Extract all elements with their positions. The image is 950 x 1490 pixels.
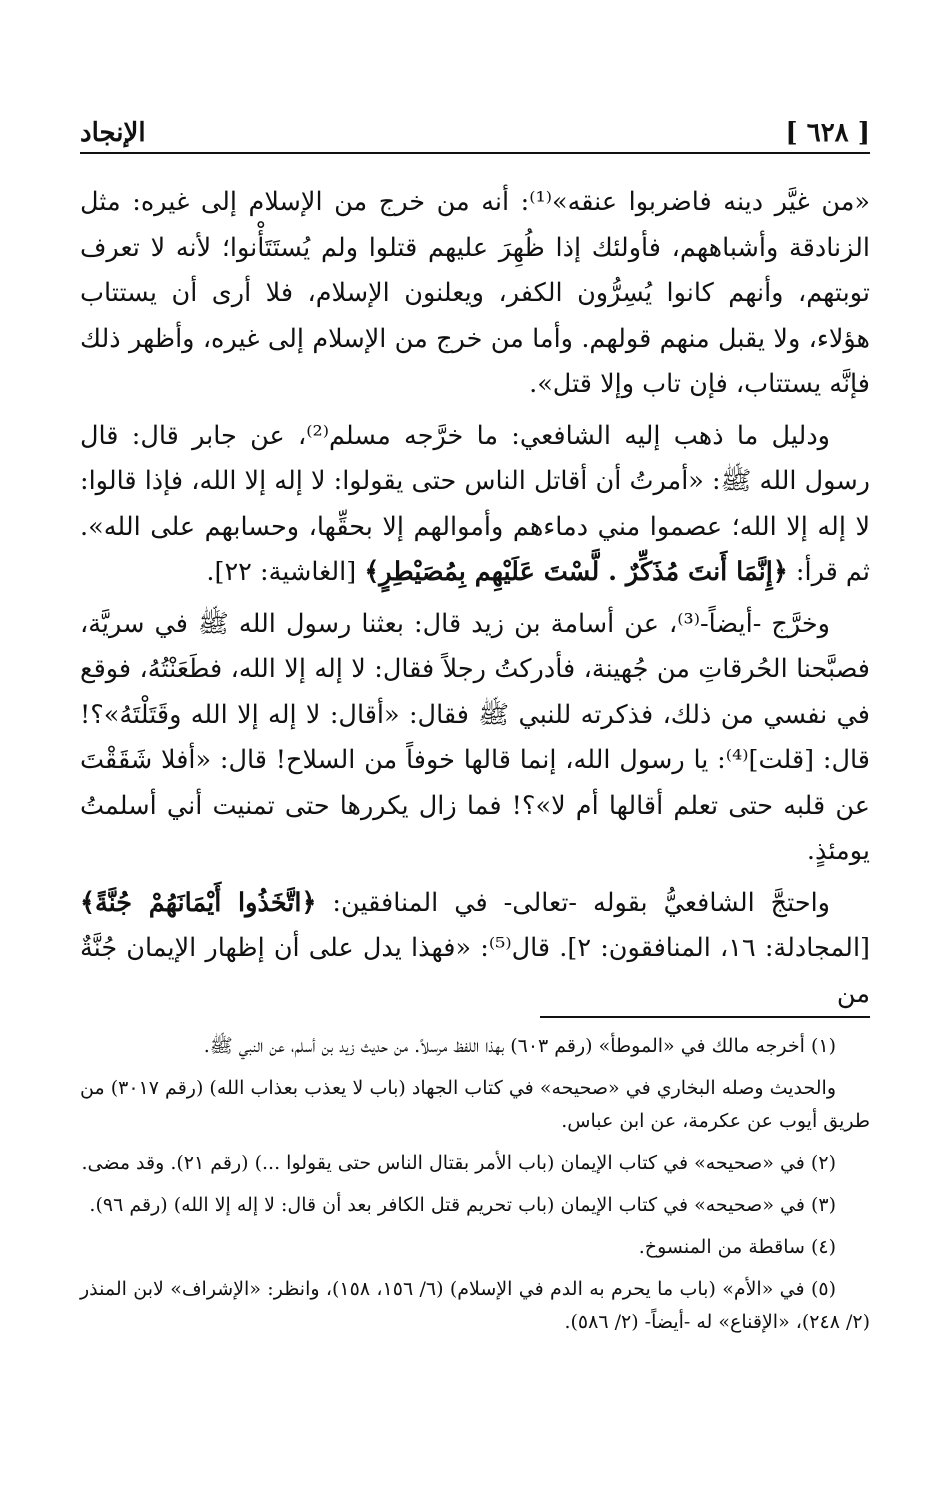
quran-verse: ﴿اتَّخَذُوا أَيْمَانَهُمْ جُنَّةً﴾ (80, 887, 317, 918)
paragraph-2: ودليل ما ذهب إليه الشافعي: ما خرَّجه مسلم⁽²⁾، عن جابر قال: قال رسول الله ﷺ: «أمرتُ أن أقاتل الناس حتى يقولوا: لا إله إلا الله، فإذا قالوا: لا إله إلا الله؛ عصموا مني دماءهم وأموالهم إلا بحقِّها، وحسابهم على الله». ثم قرأ: ﴿إِنَّمَا أَنتَ مُذَكِّرٌ . لَّسْتَ عَلَيْهِم بِمُصَيْطِرٍ﴾ [الغاشية: ٢٢]. (80, 420, 870, 587)
paragraph-1: «من غيَّر دينه فاضربوا عنقه»⁽¹⁾: أنه من خرج من الإسلام إلى غيره: مثل الزنادقة وأشباههم، فأولئك إذا ظُهِرَ عليهم قتلوا ولم يُستَتَأْنوا؛ لأنه لا تعرف توبتهم، وأنهم كانوا يُسِرُّون الكفر، ويعلنون الإسلام، فلا أرى أن يستتاب هؤلاء، ولا يقبل منهم قولهم. وأما من خرج من الإسلام إلى غيره، وأظهر ذلك فإنَّه يستتاب، فإن تاب وإلا قتل». (80, 187, 870, 399)
quran-verse: ﴿إِنَّمَا أَنتَ مُذَكِّرٌ . لَّسْتَ عَلَيْهِم بِمُصَيْطِرٍ﴾ (364, 557, 788, 587)
quran-reference: [الغاشية: ٢٢]. (206, 557, 357, 587)
paragraph-3: وخرَّج -أيضاً-⁽³⁾، عن أسامة بن زيد قال: بعثنا رسول الله ﷺ في سريَّة، فصبَّحنا الحُرقاتِ من جُهينة، فأدركتُ رجلاً فقال: لا إله إلا الله، فطَعَنْتُهُ، فوقع في نفسي من ذلك، فذكرته للنبي ﷺ فقال: «أقال: لا إله إلا الله وقَتَلْتَهُ»؟! قال: [قلت]⁽⁴⁾: يا رسول الله، إنما قالها خوفاً من السلاح! قال: «أفلا شَقَقْتَ عن قلبه حتى تعلم أقالها أم لا»؟! فما زال يكررها حتى تمنيت أني أسلمتُ يومئذٍ. (80, 608, 871, 866)
footnotes (80, 1030, 870, 1348)
footnote: (٢) في «صحيحه» في كتاب الإيمان (باب الأمر بقتال الناس حتى يقولوا ...) (رقم ٢١). وقد مضى. (81, 1152, 836, 1174)
footnote: (١) أخرجه مالك في «الموطأ» (رقم ٦٠٣) بهذا اللفظ مرسلاً. من حديث زيد بن أسلم، عن النبي ﷺ. (203, 1035, 836, 1057)
footnote: (٤) ساقطة من المنسوخ. (638, 1236, 836, 1258)
footnote: (٥) في «الأم» (باب ما يحرم به الدم في الإسلام) (٦/ ١٥٦، ١٥٨)، وانظر: «الإشراف» لابن المنذر (٢/ ٢٤٨)، «الإقناع» له -أيضاً- (٢/ ٥٨٦). (80, 1278, 870, 1333)
footnote: والحديث وصله البخاري في «صحيحه» في كتاب الجهاد (باب لا يعذب بعذاب الله) (رقم ٣٠١٧) من طريق أيوب عن عكرمة، عن ابن عباس. (80, 1077, 870, 1132)
footnote-divider (540, 1016, 870, 1018)
page-header (80, 112, 870, 148)
main-text (80, 180, 870, 1023)
page-number: [ ٦٢٨ ] (785, 118, 870, 148)
paragraph-4: واحتجَّ الشافعيُّ بقوله -تعالى- في المنافقين: ﴿اتَّخَذُوا أَيْمَانَهُمْ جُنَّةً﴾ [المجادلة: ١٦، المنافقون: ٢]. قال⁽⁵⁾: «فهذا يدل على أن إظهار الإيمان جُنَّةٌ من (80, 887, 870, 1009)
footnote: (٣) في «صحيحه» في كتاب الإيمان (باب تحريم قتل الكافر بعد أن قال: لا إله إلا الله) (رقم ٩٦). (89, 1194, 836, 1216)
book-title: الإنجاد (80, 118, 146, 148)
header-divider (80, 152, 870, 154)
